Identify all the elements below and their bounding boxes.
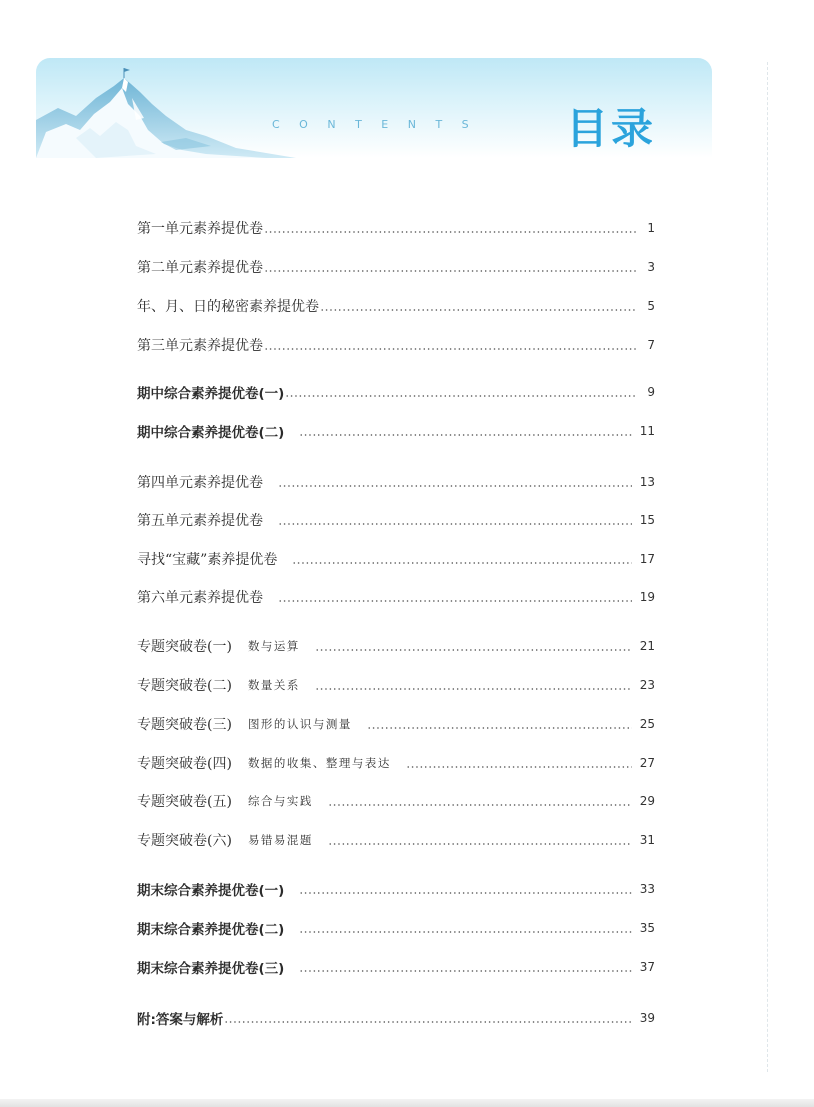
toc-entry-title: 第一单元素养提优卷 (137, 221, 263, 237)
dot-leader (328, 804, 632, 806)
toc-entry-page-number: 33 (639, 882, 655, 896)
toc-entry-title: 期中综合素养提优卷(一) (137, 386, 285, 402)
toc-entry-title: 期末综合素养提优卷(一) (137, 883, 285, 899)
dot-leader (264, 231, 637, 233)
toc-entry-page-number: 19 (639, 590, 655, 604)
toc-entry-subtitle: 图形的认识与测量 (247, 717, 352, 731)
dot-leader (292, 562, 631, 564)
dot-leader (224, 1021, 631, 1023)
dot-leader (299, 434, 631, 436)
toc-entry-title: 第四单元素养提优卷 (137, 475, 263, 491)
dot-leader (315, 649, 632, 651)
toc-entry-subtitle: 综合与实践 (247, 794, 313, 808)
toc-entry-page-number: 31 (639, 833, 655, 847)
dot-leader (264, 348, 637, 350)
page-edge (0, 1099, 814, 1107)
toc-entry-page-number: 11 (639, 424, 655, 438)
dot-leader (285, 395, 637, 397)
dot-leader (315, 688, 632, 690)
toc-entry-subtitle: 易错易混题 (247, 833, 313, 847)
toc-entry-page-number: 9 (647, 385, 655, 399)
toc-entry-page-number: 27 (639, 756, 655, 770)
toc-entry-title: 专题突破卷(三) (137, 717, 232, 733)
toc-entry[interactable] (137, 295, 655, 317)
toc-entry[interactable] (137, 790, 655, 812)
dot-leader (299, 970, 631, 972)
toc-entry-subtitle: 数量关系 (247, 678, 300, 692)
toc-entry-page-number: 13 (639, 475, 655, 489)
toc-entry[interactable] (137, 420, 655, 442)
toc-entry[interactable] (137, 917, 655, 939)
toc-entry-title: 专题突破卷(二) (137, 678, 232, 694)
toc-entry-title: 期中综合素养提优卷(二) (137, 425, 285, 441)
toc-entry[interactable] (137, 1007, 655, 1029)
toc-entry[interactable] (137, 471, 655, 493)
toc-entry-title: 专题突破卷(一) (137, 639, 232, 655)
toc-entry-page-number: 23 (639, 678, 655, 692)
toc-entry[interactable] (137, 334, 655, 356)
toc-entry-page-number: 5 (647, 299, 655, 313)
dot-leader (299, 931, 631, 933)
toc-entry-title: 第三单元素养提优卷 (137, 338, 263, 354)
toc-entry[interactable] (137, 713, 655, 735)
toc-entry[interactable] (137, 829, 655, 851)
toc-entry[interactable] (137, 256, 655, 278)
toc-entry-subtitle: 数与运算 (247, 639, 300, 653)
toc-entry-page-number: 3 (647, 260, 655, 274)
toc-entry[interactable] (137, 217, 655, 239)
dot-leader (278, 600, 632, 602)
dot-leader (278, 485, 632, 487)
dot-leader (264, 270, 637, 272)
toc-entry-title: 专题突破卷(六) (137, 833, 232, 849)
toc-entry[interactable] (137, 878, 655, 900)
toc-entry-page-number: 21 (639, 639, 655, 653)
toc-entry[interactable] (137, 586, 655, 608)
toc-entry-page-number: 25 (639, 717, 655, 731)
toc-entry-title: 附:答案与解析 (137, 1012, 224, 1028)
toc-entry-subtitle: 数据的收集、整理与表达 (247, 756, 391, 770)
toc-entry[interactable] (137, 635, 655, 657)
toc-entry-page-number: 1 (647, 221, 655, 235)
toc-entry-page-number: 7 (647, 338, 655, 352)
toc-entry-page-number: 39 (639, 1011, 655, 1025)
mountain-illustration (36, 58, 296, 158)
dot-leader (278, 523, 632, 525)
toc-entry-title: 期末综合素养提优卷(三) (137, 961, 285, 977)
toc-entry[interactable] (137, 956, 655, 978)
toc-entry-page-number: 37 (639, 960, 655, 974)
dot-leader (320, 309, 637, 311)
toc-entry-page-number: 35 (639, 921, 655, 935)
toc-entry[interactable] (137, 548, 655, 570)
toc-entry-title: 专题突破卷(四) (137, 756, 232, 772)
toc-entry[interactable] (137, 381, 655, 403)
dot-leader (406, 766, 632, 768)
toc-entry[interactable] (137, 674, 655, 696)
toc-entry-title: 寻找“宝藏”素养提优卷 (137, 552, 278, 568)
toc-entry-page-number: 29 (639, 794, 655, 808)
toc-entry-title: 专题突破卷(五) (137, 794, 232, 810)
toc-entry-title: 年、月、日的秘密素养提优卷 (137, 299, 319, 315)
toc-entry-title: 第五单元素养提优卷 (137, 513, 263, 529)
toc-entry-title: 第六单元素养提优卷 (137, 590, 263, 606)
toc-entry-title: 第二单元素养提优卷 (137, 260, 263, 276)
dot-leader (328, 843, 632, 845)
page-title: 目录 (566, 104, 657, 153)
dot-leader (367, 727, 632, 729)
toc-entry[interactable] (137, 509, 655, 531)
contents-label: CONTENTS (272, 118, 489, 131)
toc-entry-page-number: 17 (639, 552, 655, 566)
margin-rule (767, 62, 768, 1072)
toc-entry[interactable] (137, 752, 655, 774)
toc-entry-title: 期末综合素养提优卷(二) (137, 922, 285, 938)
toc-entry-page-number: 15 (639, 513, 655, 527)
dot-leader (299, 892, 631, 894)
